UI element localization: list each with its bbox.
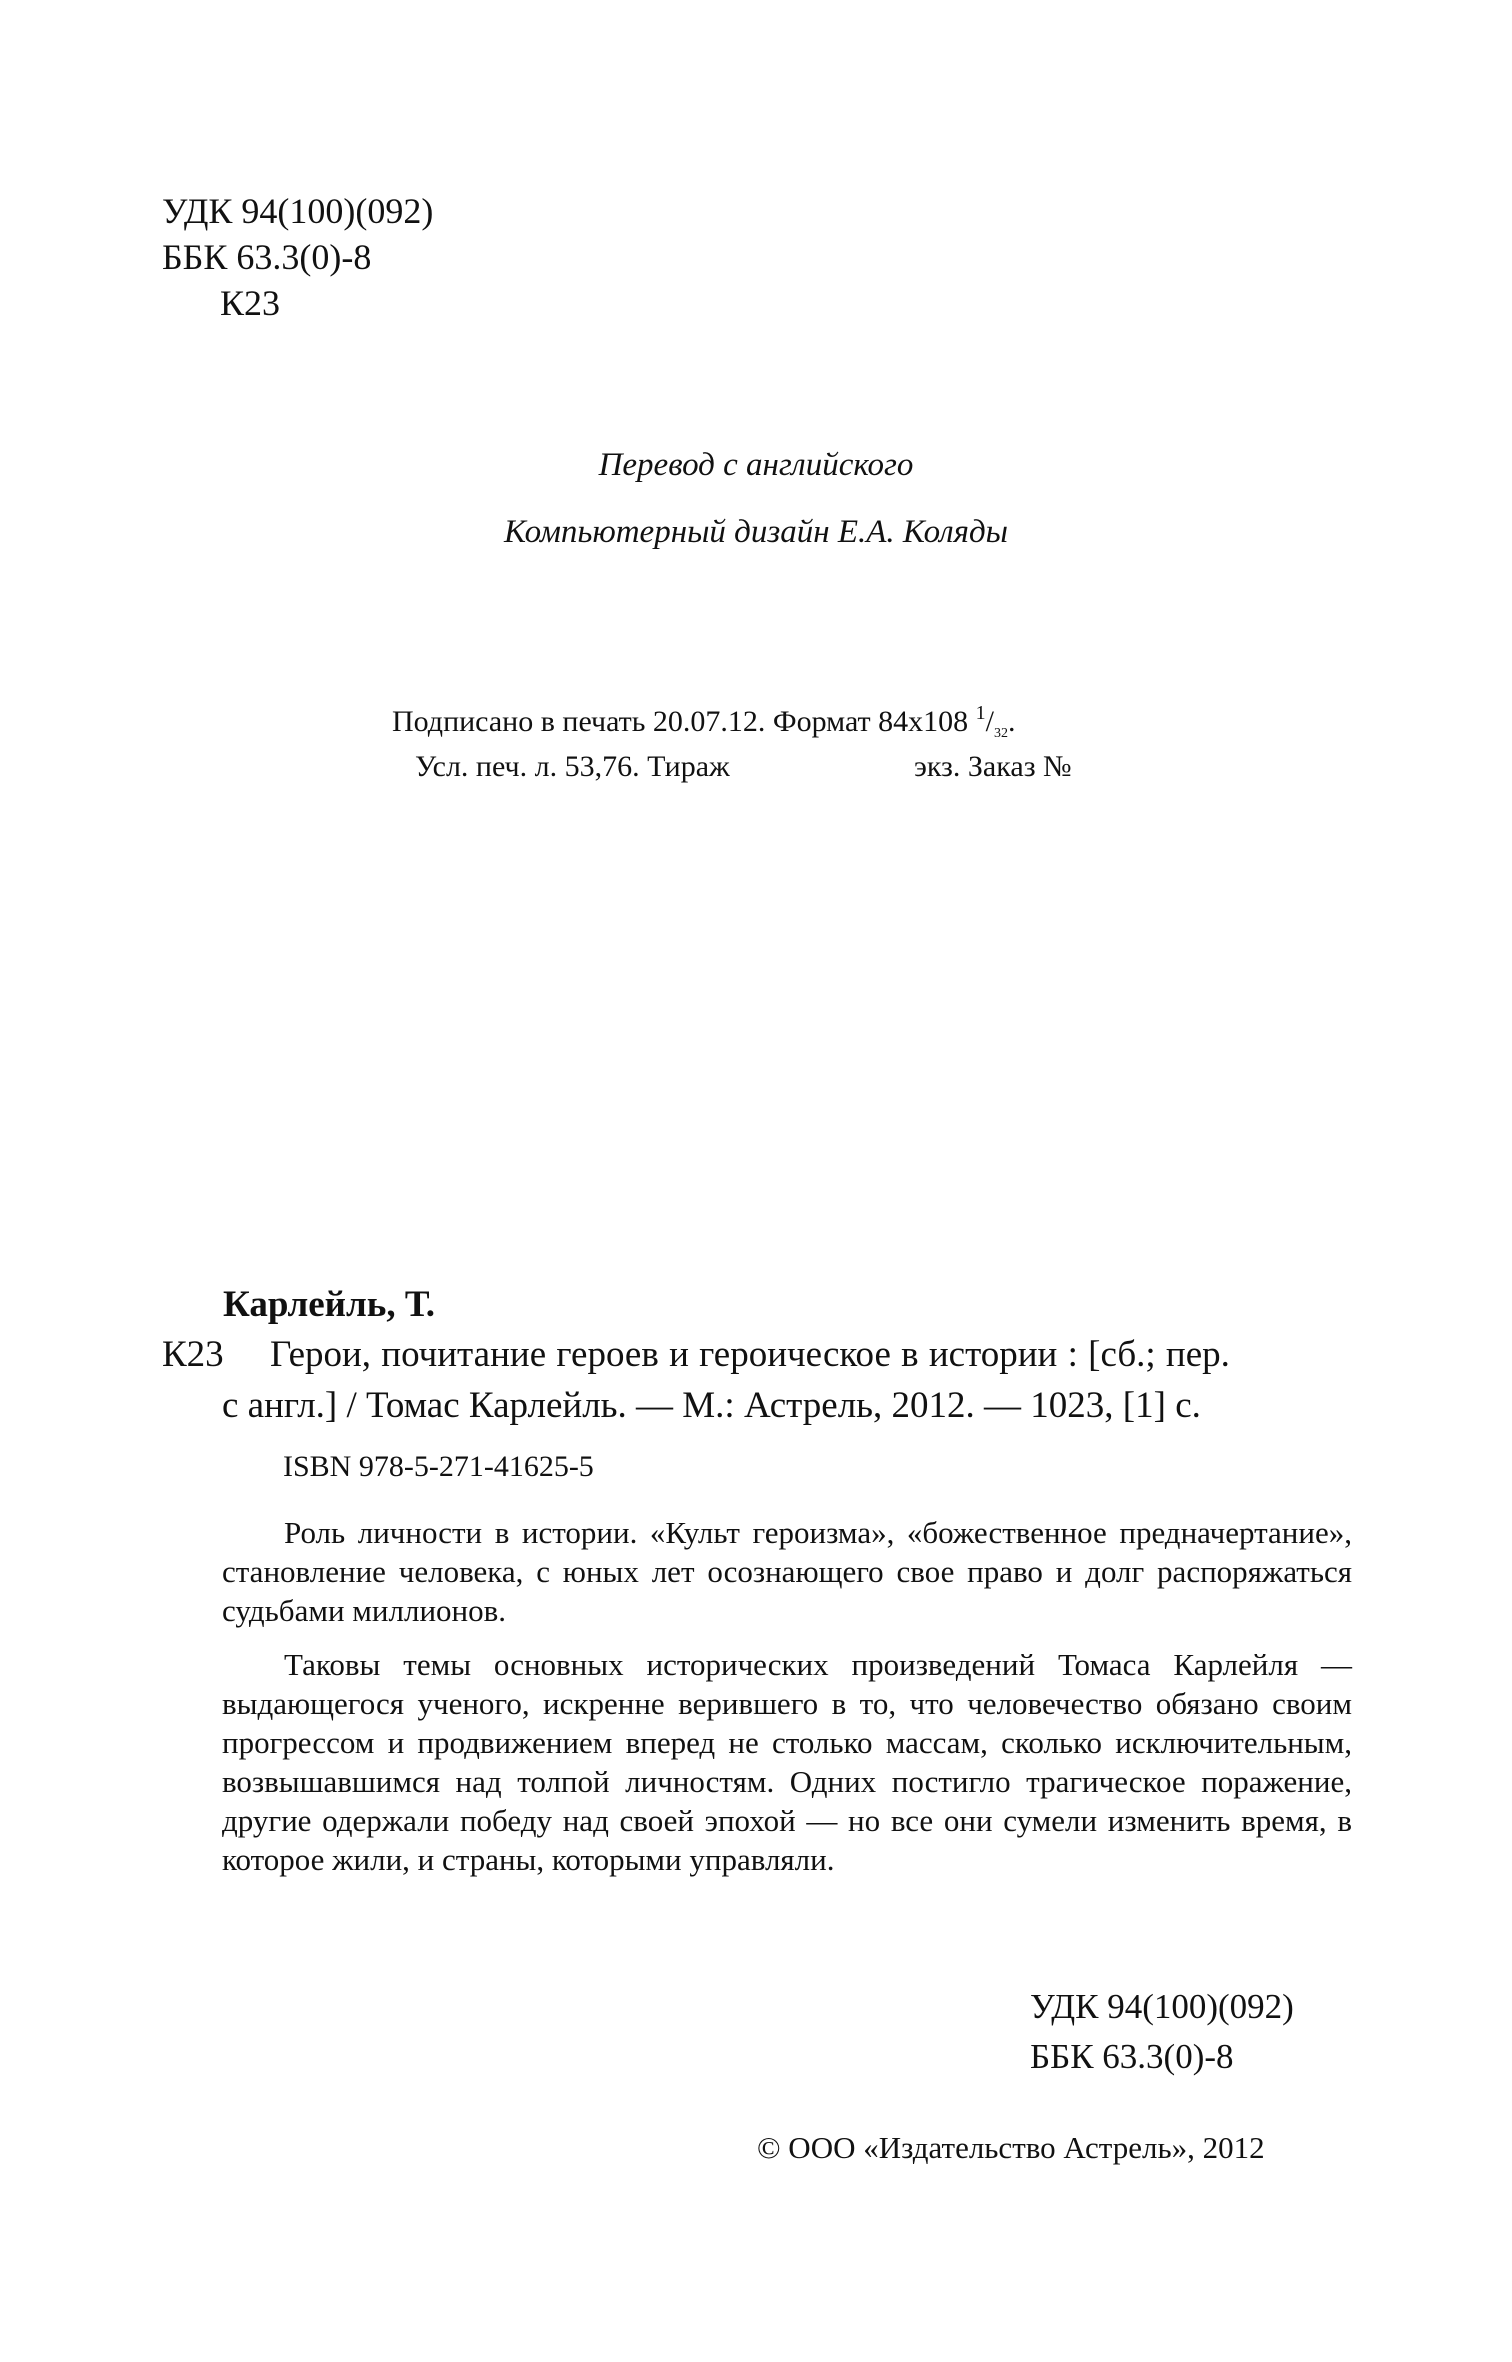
- print-order-number: экз. Заказ №: [914, 750, 1072, 783]
- top-classification-codes: [162, 188, 433, 326]
- print-line-end: .: [1007, 705, 1016, 738]
- fraction-slash: /: [985, 705, 994, 738]
- bottom-udk-code: УДК 94(100)(092): [1030, 1987, 1294, 2026]
- format-fraction: [975, 702, 1008, 741]
- author-mark: К23: [220, 283, 281, 323]
- fraction-numerator: 1: [975, 702, 986, 724]
- print-signed-format: Подписано в печать 20.07.12. Формат 84x108: [392, 705, 976, 738]
- bottom-bbk-code: ББК 63.3(0)-8: [1030, 2037, 1234, 2076]
- bib-title-line-2: с англ.] / Томас Карлейль. — М.: Астрель, 2012. — 1023, [1] с.: [222, 1385, 1201, 1426]
- copyright-notice: © ООО «Издательство Астрель», 2012: [757, 2130, 1265, 2165]
- translation-credit: Перевод с английского: [598, 447, 914, 483]
- bib-author-mark: К23: [162, 1334, 224, 1375]
- bib-author: Карлейль, Т.: [223, 1284, 436, 1325]
- udk-code: УДК 94(100)(092): [162, 191, 434, 231]
- design-credit: Компьютерный дизайн Е.А. Коляды: [503, 514, 1009, 550]
- bbk-code: ББК 63.3(0)-8: [162, 237, 372, 277]
- isbn: ISBN 978-5-271-41625-5: [283, 1450, 594, 1483]
- print-sheets-circulation: Усл. печ. л. 53,76. Тираж: [415, 750, 730, 783]
- annotation-paragraph-1: [222, 1513, 1352, 1630]
- annotation-paragraph-2: [222, 1645, 1352, 1879]
- fraction-denominator: 32: [993, 726, 1008, 741]
- print-info-line-1: [392, 702, 1016, 741]
- annotation-text-2: Таковы темы основных исторических произведений Томаса Карлейля — выдающегося ученого, искренне верившего в то, что человечество обязано своим прогрессом и продвижением вперед не столько массам, сколько исключительным, возвышавшимся над толпой личностям. Одних постигло трагическое поражение, другие одержали победу над своей эпохой — но все они сумели изменить время, в которое жили, и страны, которыми управляли.: [222, 1647, 1352, 1877]
- annotation-text-1: Роль личности в истории. «Культ героизма», «божественное предначертание», становление человека, с юных лет осознающего свое право и долг распоряжаться судьбами миллионов.: [222, 1515, 1352, 1628]
- bib-title-line-1: Герои, почитание героев и героическое в истории : [сб.; пер.: [270, 1334, 1230, 1375]
- bottom-classification-codes: [1030, 1982, 1294, 2082]
